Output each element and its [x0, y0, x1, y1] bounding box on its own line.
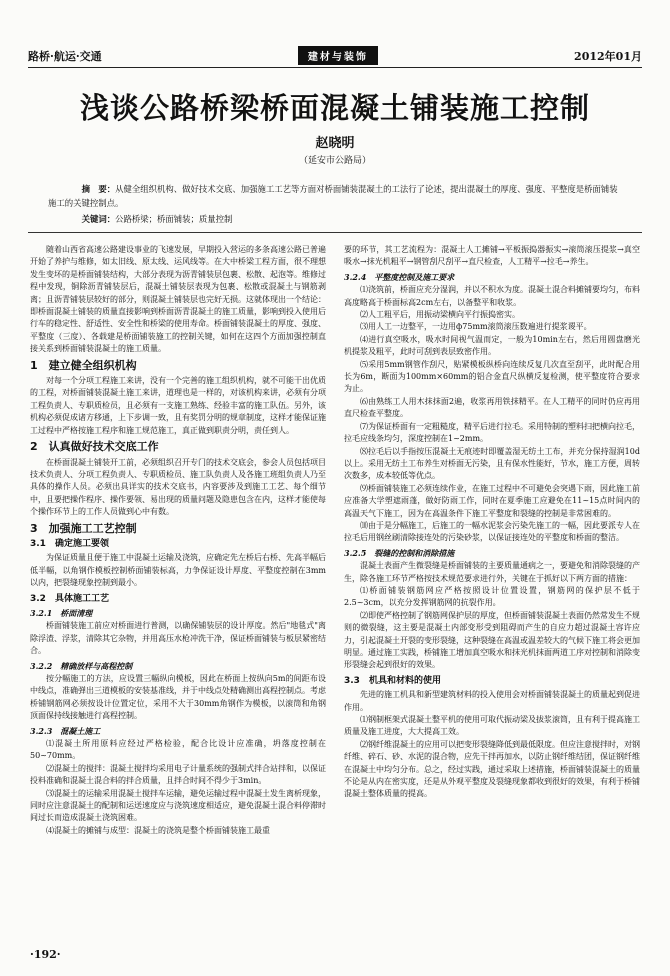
section-3-3-text: 先进的施工机具和新型建筑材料的投入使用会对桥面铺装混凝土的质量起到促进作用。 [344, 690, 640, 712]
list-item: ⑻拉毛后以手指按压混凝土无痕迹时即覆盖湿无纺土工布，并充分保持湿润10d以上。采用无纺土工布养生对桥面无污染，且有保水性能好，节水，施工方便，周转次数多，成本较低等优点。 [344, 446, 640, 481]
list-item: ⑶用人工一边整平，一边用ф75mm滚筒滚压数遍进行提浆谡平。 [360, 322, 592, 332]
section-2-heading: 2 认真做好技术交底工作 [30, 440, 159, 454]
list-item: ⑸采用5mm钢管作刮尺，贴紧模板纵桥向连续反复几次直至刮平，此时配合用长为6m，断面为100mm×60mm的铝合金直尺纵横反复检测，使平整度符合要求为止。 [344, 359, 640, 394]
list-item: ⑽由于是分幅施工，后施工的一幅水泥浆会污染先施工的一幅，因此要派专人在拉毛后用钢丝刷清除接连处的污染砂浆，以保证接连处的平整度和桥面的整洁。 [344, 520, 640, 543]
keywords-text: 公路桥梁；桥面铺装；质量控制 [115, 214, 233, 224]
section-2-text: 在桥面混凝土铺装开工前，必须组织召开专门的技术交底会，参会人员包括项目技术负责人、分项工程负责人、专职质检员、施工队负责人及各施工班组负责人乃至具体的操作人员。必须出具详实的技术交底书，内容要涉及到施工工艺、每个细节中，且要把操作程序、操作要领、易出现的质量问题及隐患包含在内，这样才能使每个操作环节上的工作人员做到心中有数。 [30, 457, 326, 517]
page-number: ·192· [30, 948, 61, 961]
section-3-2-5-text: 混凝土表面产生微裂缝是桥面铺装的主要质量通病之一，要避免和消除裂缝的产生，除各施工环节严格按技术规范要求进行外，关键在于抓好以下两方面的措施： [344, 561, 640, 583]
list-item: ⑴浇筑前，桥面应充分湿润，并以不积水为度。混凝土混合料摊铺要均匀，布料高度略高于桥面标高2cm左右，以备整平和收浆。 [344, 285, 640, 307]
section-3-2-1-text: 桥面铺装施工前应对桥面进行普测，以确保铺装层的设计厚度。然后"地毯式"离除浮渣、浮浆，清除其它杂物，并用高压水枪冲洗干净，保证桥面铺装与板层紧密结合。 [30, 621, 326, 656]
issue-date: 2012年01月 [574, 49, 642, 63]
section-3-3-heading: 3.3 机具和材料的使用 [344, 675, 441, 686]
section-3-2-2-heading: 3.2.2 精确放样与高程控制 [30, 660, 133, 671]
right-column [344, 244, 640, 801]
list-item: ⑹由熟练工人用木抹抹面2遍，收浆再用铁抹精平。在人工精平的同时仍应再用直尺检查平整度。 [344, 396, 640, 419]
section-3-1-heading: 3.1 确定施工要领 [30, 538, 109, 549]
section-3-2-2-text: 按分幅施工的方法，应设置三幅纵向模板，因此在桥面上按纵向5m的间距布设中线点，准确弹出三道模板的安装基准线，并于中线点处精确测出高程控制点。考虑桥铺钢筋网必须按设计位置定位，采用不大于30mm角钢作为模板，以滚筒和角钢顶面保持线接触进行高程控制。 [30, 674, 326, 721]
column-name: 建材与装饰 [298, 46, 378, 65]
list-item: ⑵人工粗平后，用振动梁横向平行振捣密实。 [360, 310, 520, 320]
list-item: ⑴桥面铺装钢筋网应严格按照设计位置设置，钢筋网的保护层不低于2.5~3cm，以充分发挥钢筋网的抗裂作用。 [344, 585, 640, 608]
abstract-block [48, 182, 622, 226]
list-item: ⑶混凝土的运输采用混凝土搅拌车运输，避免运输过程中混凝土发生离析现象，同时应注意混凝土的配制和运送速度应与浇筑速度相适应，避免混凝土混合料停滞时间过长而造成混凝土浇筑困难。 [30, 788, 326, 823]
section-3-heading: 3 加强施工工艺控制 [30, 521, 137, 535]
list-item: ⑵混凝土的搅拌：混凝土搅拌均采用电子计量系统的强制式拌合站拌和，以保证投料准确和混凝土混合料的拌合质量，且拌合时间不得少于3min。 [30, 763, 326, 786]
list-item: ⑷混凝土的摊铺与成型：混凝土的浇筑是整个桥面铺装施工最重 [46, 825, 270, 835]
section-3-2-3-heading: 3.2.3 混凝土施工 [30, 725, 101, 736]
abstract [48, 182, 622, 210]
running-header [28, 44, 642, 68]
list-item: ⑴混凝土所用原料应经过严格检验，配合比设计应准确，坍落度控制在50~70mm。 [30, 739, 326, 761]
list-item: ⑴钢制框架式混凝土整平机的使用可取代振动梁及拔浆滚筒，且有利于提高施工质量及施工进度，大大提高工效。 [344, 715, 640, 737]
abstract-divider [28, 232, 642, 233]
continued-paragraph: 要的环节，其工艺流程为：混凝土人工摊铺→平板振捣器振实→滚筒滚压提浆→真空吸水→抹光机粗平→钢管刮尺刮平→直尺检查，人工精平→拉毛→养生。 [344, 245, 640, 267]
journal-name: 路桥·航运·交通 [28, 49, 102, 63]
keywords [48, 212, 622, 226]
left-column [30, 244, 326, 837]
section-1-heading: 1 建立健全组织机构 [30, 358, 137, 372]
section-3-2-4-heading: 3.2.4 平整度控制及施工要求 [344, 271, 455, 282]
list-item: ⑺为保证桥面有一定粗糙度，精平后进行拉毛。采用特制的塑料扫把横向拉毛，拉毛应线条均匀，深度控制在1~2mm。 [344, 421, 640, 444]
section-3-2-1-heading: 3.2.1 桥面清理 [30, 607, 93, 618]
abstract-label: 摘 要： [81, 184, 116, 194]
article-title: 浅谈公路桥梁桥面混凝土铺装施工控制 [79, 91, 590, 125]
list-item: ⑵钢纤维混凝土的应用可以把变形裂缝降低到最低限度。但应注意搅拌时，对钢纤维、碎石、砂、水泥的混合物，应先干拌再加水，以防止钢纤维结团，保证钢纤维在混凝土中均匀分布。总之，经过实践，通过采取上述措施，桥面铺装混凝土的质量不论是从内在密实度，还是从外观平整度及裂缝现象都收到很好的效果，有利于桥铺混凝土整体质量的提高。 [344, 739, 640, 799]
keywords-label: 关键词： [81, 214, 116, 224]
section-3-2-5-heading: 3.2.5 裂缝的控制和消除措施 [344, 547, 455, 558]
list-item: ⑼桥面铺装施工必须连续作业，在施工过程中不可避免会突遇下雨，因此施工前应准备大学塑遮雨蓬，做好防雨工作，同时在夏季施工应避免在11~15点时间内的高温天气下施工，因为在高温条件下施工平整度和裂缝的控制是非常困难的。 [344, 483, 640, 518]
section-3-1-text: 为保证质量且便于施工中混凝土运输及浇筑，应确定先左桥后右桥、先高半幅后低半幅，以角钢作模板控制桥面铺装标高，力争保证设计厚度、平整度控制在3mm以内，把裂缝现象控制到最小。 [30, 553, 326, 588]
intro-paragraph: 随着山西省高速公路建设事业的飞速发展，早期投入营运的多条高速公路已普遍开始了养护与维修，如太旧线、原太线、运风线等。在大中桥梁工程方面，很不理想发生变坏的是桥面铺装结构，大部分表现为沥青铺装层包裹、松散、起泡等。维修过程中发现，铜除沥青铺装层后，混凝土铺装层表现为包裹、松散或混凝土与钢筋剥离；且沥青铺装层较好的部分，则混凝土铺装层也完好无损。这就体现出一个结论：即桥面混凝土铺装的质量直接影响到桥面沥青混凝土的施工质量，影响到投入使用后行车的稳定性、舒适性、安全性和桥梁的使用寿命。桥面铺装混凝土的厚度、强度、平整度（三度）、各载建是桥面铺装施工的控制关键，如何在这四个方面加强控制直接关系到桥面铺装混凝土的施工质量。 [30, 245, 326, 354]
section-3-2-heading: 3.2 具体施工工艺 [30, 593, 109, 604]
section-1-text: 对每一个分项工程施工来讲，没有一个完善的施工组织机构，就不可能干出优质的工程，对桥面铺装混凝土施工来讲，道理也是一样的，对该机构来讲，必须有分项工程负责人、专职质检员，且必须有一支施工熟练、经验丰富的施工队伍。另外，该机构必须促成诸方移通，上下步调一致，且有奖罚分明的规章制度，这样才能保证施工过程中严格按施工程序和施工规范施工，真正做到职责分明，责任到人。 [30, 376, 326, 435]
abstract-text: 从健全组织机构、做好技术交底、加强施工工艺等方面对桥面铺装混凝土的工法行了论述，提出混凝土的厚度、强度、平整度是桥面铺装施工的关键控制点。 [48, 184, 618, 208]
article-author: 赵晓明 [315, 136, 355, 151]
author-affiliation: （延安市公路局） [298, 156, 371, 166]
list-item: ⑵即使严格控制了钢筋网保护层的厚度，但桥面铺装混凝土表面仍然常发生不规则的微裂缝，这主要是混凝土内部变形受到阻碍而产生的自应力超过混凝土容许应力，引起混凝土开裂的变形裂缝，这种裂缝在高温或温差较大的气候下施工将会更加明显。通过施工实践，桥铺施工增加真空吸水和抹光机抹面两道工序对控制和消除变形裂缝会起到很好的效果。 [344, 610, 640, 670]
list-item: ⑷进行真空吸水，吸水时间视气温而定，一般为10min左右，然后用圆盘磨光机提浆及粗平，此时可刮到表层致密作用。 [344, 334, 640, 357]
